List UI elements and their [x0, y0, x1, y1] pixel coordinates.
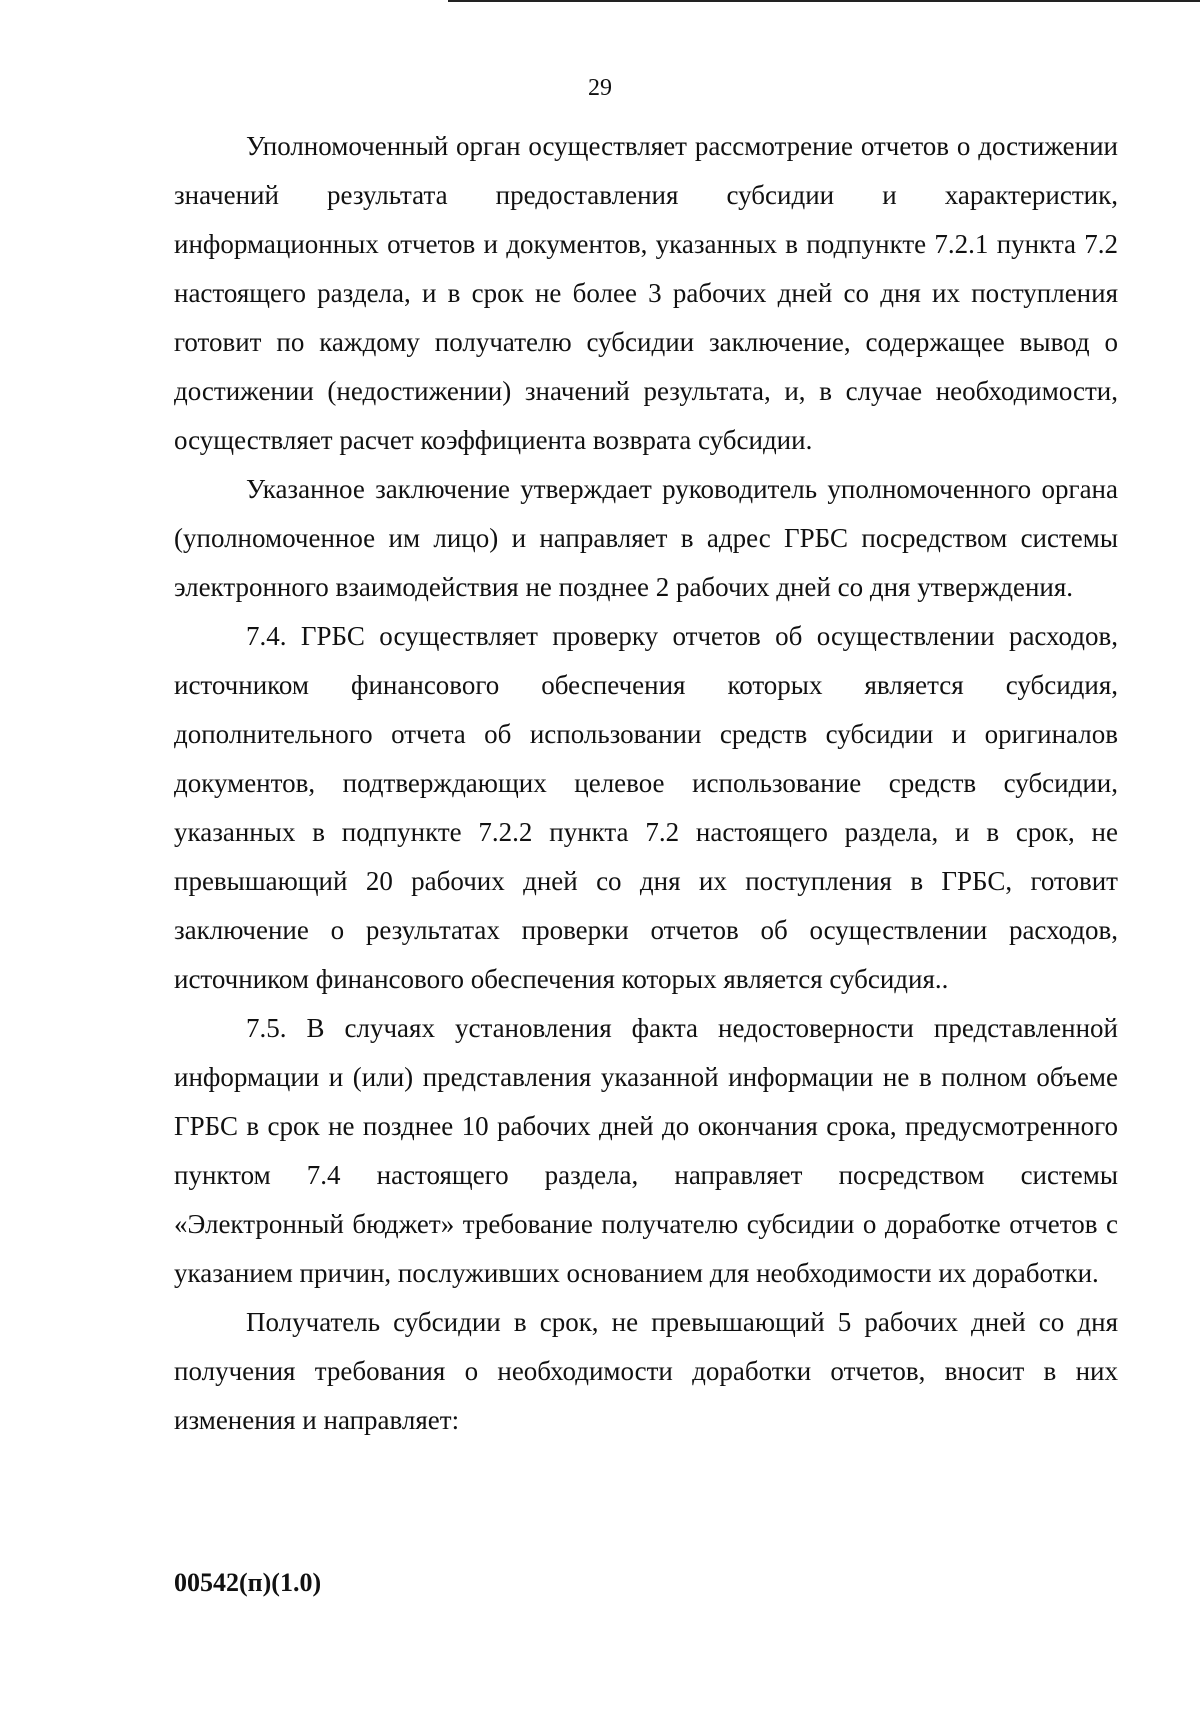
- document-body: [174, 122, 1118, 1445]
- paragraph-report-review: Уполномоченный орган осуществляет рассмотрение отчетов о достижении значений результата предоставления субсидии и характеристик, информационных отчетов и документов, указанных в подпункте 7.2.1 пункта 7.2 настоящего раздела, и в срок не более 3 рабочих дней со дня их поступления готовит по каждому получателю субсидии заключение, содержащее вывод о достижении (недостижении) значений результата, и, в случае необходимости, осуществляет расчет коэффициента возврата субсидии.: [174, 131, 1118, 455]
- paragraph-7-5: 7.5. В случаях установления факта недостоверности представленной информации и (или) представления указанной информации не в полном объеме ГРБС в срок не позднее 10 рабочих дней до окончания срока, предусмотренного пунктом 7.4 настоящего раздела, направляет посредством системы «Электронный бюджет» требование получателю субсидии о доработке отчетов с указанием причин, послуживших основанием для необходимости их доработки.: [174, 1013, 1118, 1288]
- top-border-line: [448, 0, 1200, 2]
- page-number: 29: [588, 75, 612, 101]
- paragraph-7-4: 7.4. ГРБС осуществляет проверку отчетов об осуществлении расходов, источником финансового обеспечения которых является субсидия, дополнительного отчета об использовании средств субсидии и оригиналов документов, подтверждающих целевое использование средств субсидии, указанных в подпункте 7.2.2 пункта 7.2 настоящего раздела, и в срок, не превышающий 20 рабочих дней со дня их поступления в ГРБС, готовит заключение о результатах проверки отчетов об осуществлении расходов, источником финансового обеспечения которых является субсидия..: [174, 621, 1118, 994]
- paragraph-conclusion-approval: Указанное заключение утверждает руководитель уполномоченного органа (уполномоченное им лицо) и направляет в адрес ГРБС посредством системы электронного взаимодействия не позднее 2 рабочих дней со дня утверждения.: [174, 474, 1118, 602]
- document-code: 00542(п)(1.0): [174, 1568, 322, 1597]
- paragraph-recipient-revision: Получатель субсидии в срок, не превышающий 5 рабочих дней со дня получения требования о необходимости доработки отчетов, вносит в них изменения и направляет:: [174, 1307, 1118, 1435]
